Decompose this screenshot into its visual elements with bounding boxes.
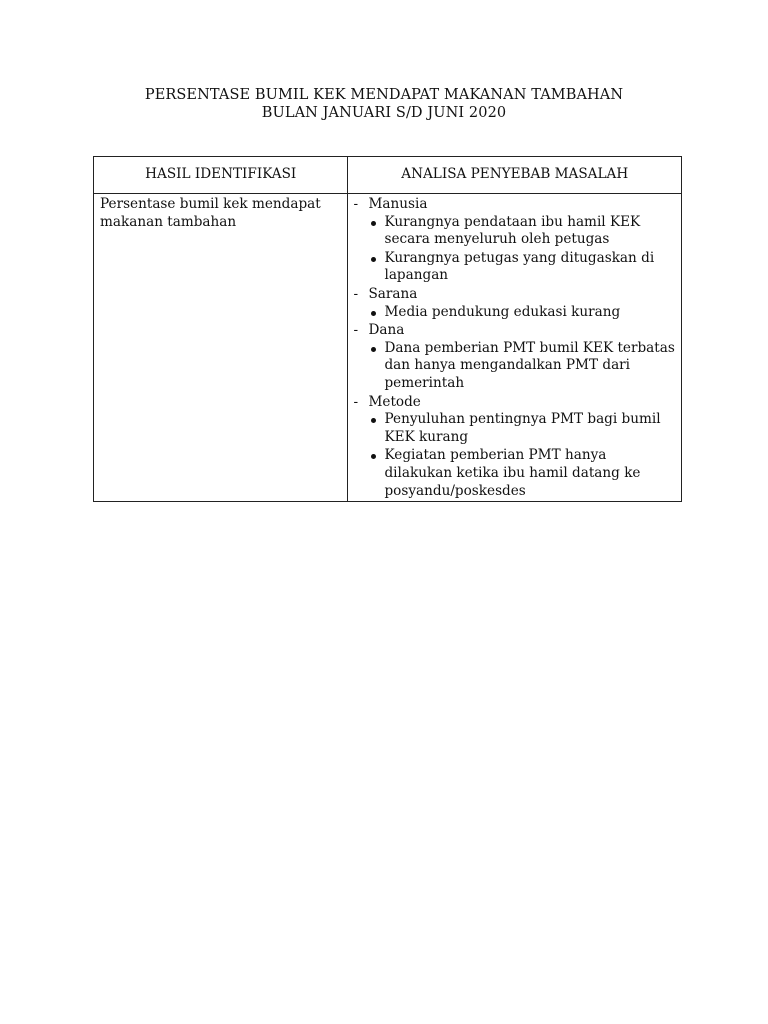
list-item-text: Kurangnya petugas yang ditugaskan di lapangan	[384, 249, 655, 284]
table-row	[94, 194, 682, 502]
dash-marker: -	[353, 322, 359, 339]
bullet-icon	[371, 311, 376, 316]
metode-list	[353, 411, 677, 500]
list-item	[371, 411, 677, 446]
manusia-list	[353, 214, 677, 285]
list-item	[371, 250, 677, 285]
causes-cell	[348, 194, 682, 502]
category-label: Manusia	[368, 196, 428, 212]
dash-marker: -	[353, 393, 359, 410]
list-item	[371, 340, 677, 393]
analysis-table	[93, 156, 682, 502]
bullet-icon	[371, 257, 376, 262]
table-header-row	[94, 157, 682, 194]
list-item	[371, 214, 677, 249]
list-item-text: Kurangnya pendataan ibu hamil KEK secara menyeluruh oleh petugas	[384, 213, 641, 248]
category-dana	[353, 322, 677, 340]
category-label: Metode	[368, 393, 421, 410]
bullet-icon	[371, 418, 376, 423]
title-line-2: BULAN JANUARI S/D JUNI 2020	[261, 105, 507, 121]
list-item-text: Penyuluhan pentingnya PMT bagi bumil KEK kurang	[384, 411, 661, 445]
category-label: Dana	[368, 322, 405, 339]
category-metode	[353, 394, 677, 412]
category-sarana	[353, 286, 677, 304]
bullet-icon	[371, 221, 376, 226]
list-item-text: Media pendukung edukasi kurang	[384, 303, 621, 320]
list-item-text: Dana pemberian PMT bumil KEK terbatas dan hanya mengandalkan PMT dari pemerintah	[384, 339, 675, 391]
header-analisa-penyebab: ANALISA PENYEBAB MASALAH	[348, 157, 682, 194]
category-manusia	[353, 196, 677, 214]
dash-marker: -	[353, 196, 359, 212]
list-item	[371, 304, 677, 322]
document-title	[0, 86, 768, 122]
header-hasil-identifikasi: HASIL IDENTIFIKASI	[94, 157, 348, 194]
sarana-list	[353, 304, 677, 322]
bullet-icon	[371, 454, 376, 459]
identification-cell: Persentase bumil kek mendapat makanan tambahan	[94, 194, 348, 502]
list-item-text: Kegiatan pemberian PMT hanya dilakukan ketika ibu hamil datang ke posyandu/poskesdes	[384, 447, 641, 499]
dana-list	[353, 340, 677, 393]
bullet-icon	[371, 347, 376, 352]
list-item	[371, 447, 677, 500]
dash-marker: -	[353, 285, 359, 302]
category-label: Sarana	[368, 285, 418, 302]
title-line-1: PERSENTASE BUMIL KEK MENDAPAT MAKANAN TAMBAHAN	[144, 87, 624, 103]
